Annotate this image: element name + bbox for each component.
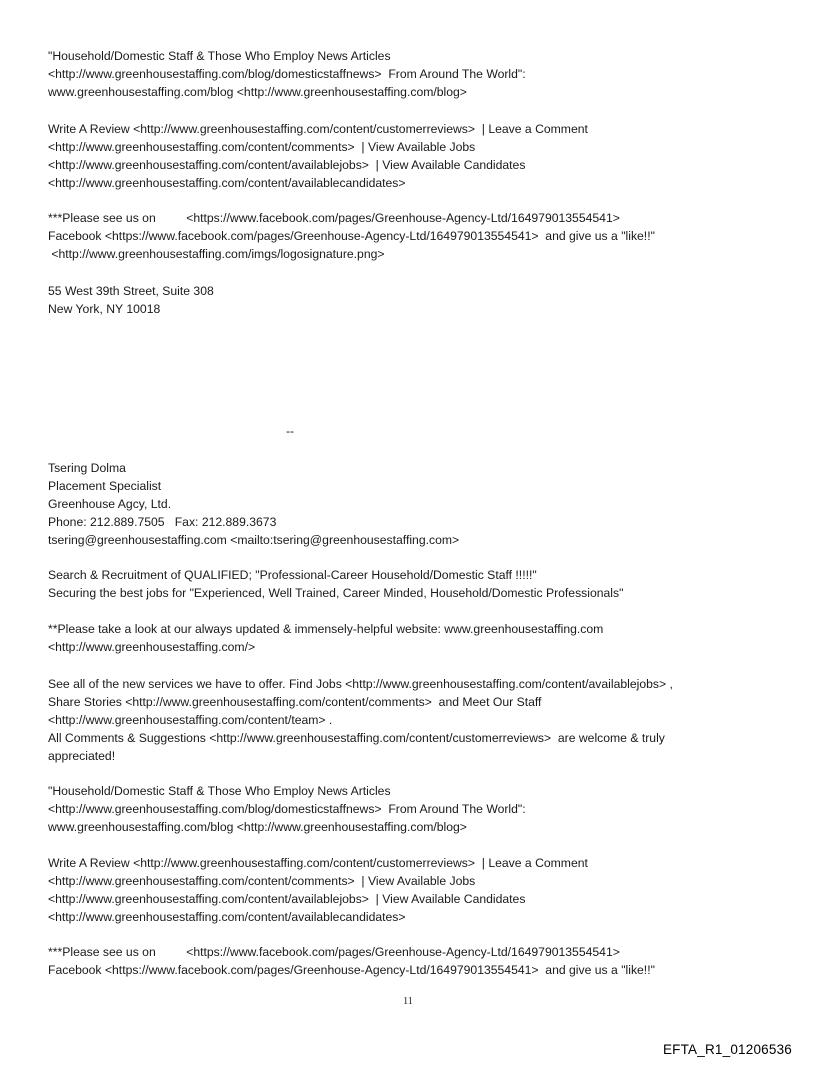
- address-block: 55 West 39th Street, Suite 308 New York, NY 10018: [48, 284, 214, 316]
- signature-separator: --: [286, 424, 295, 438]
- page-number: 11: [403, 996, 413, 1007]
- signature-contact-block: Tsering Dolma Placement Specialist Greenhouse Agcy, Ltd. Phone: 212.889.7505 Fax: 212.889.3673 tsering@greenhousestaffing.com <mailto:tsering@greenhousestaffing.com>: [48, 461, 460, 547]
- review-links-block-2: Write A Review <http://www.greenhousestaffing.com/content/customerreviews> | Leave a Comment <http://www.greenhousestaffing.com/content/comments> | View Available Jobs <http://www.greenhousestaffing.com/content/availablejobs> | View Available Candidates <http://www.greenhousestaffing.com/content/availablecandidates>: [48, 856, 588, 924]
- facebook-block-2: ***Please see us on <https://www.facebook.com/pages/Greenhouse-Agency-Ltd/164979013554541> Facebook <https://www.facebook.com/pages/Greenhouse-Agency-Ltd/164979013554541> and give us a "like!!": [48, 945, 655, 977]
- services-block: See all of the new services we have to offer. Find Jobs <http://www.greenhousestaffing.com/content/availablejobs> , Share Stories <http://www.greenhousestaffing.com/content/comments> and Meet Our Staff <http://www.greenhousestaffing.com/content/team> . All Comments & Suggestions <http://www.greenhousestaffing.com/content/customerreviews> are welcome & truly appreciated!: [48, 677, 673, 763]
- news-articles-block: "Household/Domestic Staff & Those Who Employ News Articles <http://www.greenhousestaffing.com/blog/domesticstaffnews> From Around The World": www.greenhousestaffing.com/blog <http://www.greenhousestaffing.com/blog>: [48, 49, 526, 99]
- review-links-block: Write A Review <http://www.greenhousestaffing.com/content/customerreviews> | Leave a Comment <http://www.greenhousestaffing.com/content/comments> | View Available Jobs <http://www.greenhousestaffing.com/content/availablejobs> | View Available Candidates <http://www.greenhousestaffing.com/content/availablecandidates>: [48, 122, 588, 190]
- website-block: **Please take a look at our always updated & immensely-helpful website: www.greenhousestaffing.com <http://www.greenhousestaffing.com/>: [48, 622, 604, 654]
- document-id: EFTA_R1_01206536: [662, 1042, 792, 1057]
- recruitment-tagline-block: Search & Recruitment of QUALIFIED; "Professional-Career Household/Domestic Staff !!!!!" Securing the best jobs for "Experienced, Well Trained, Career Minded, Household/Domestic Professionals": [48, 568, 624, 600]
- news-articles-block-2: "Household/Domestic Staff & Those Who Employ News Articles <http://www.greenhousestaffing.com/blog/domesticstaffnews> From Around The World": www.greenhousestaffing.com/blog <http://www.greenhousestaffing.com/blog>: [48, 784, 526, 834]
- facebook-block: ***Please see us on <https://www.facebook.com/pages/Greenhouse-Agency-Ltd/164979013554541> Facebook <https://www.facebook.com/pages/Greenhouse-Agency-Ltd/164979013554541> and give us a "like!!" <http://www.greenhousestaffing.com/imgs/logosignature.png>: [48, 211, 655, 261]
